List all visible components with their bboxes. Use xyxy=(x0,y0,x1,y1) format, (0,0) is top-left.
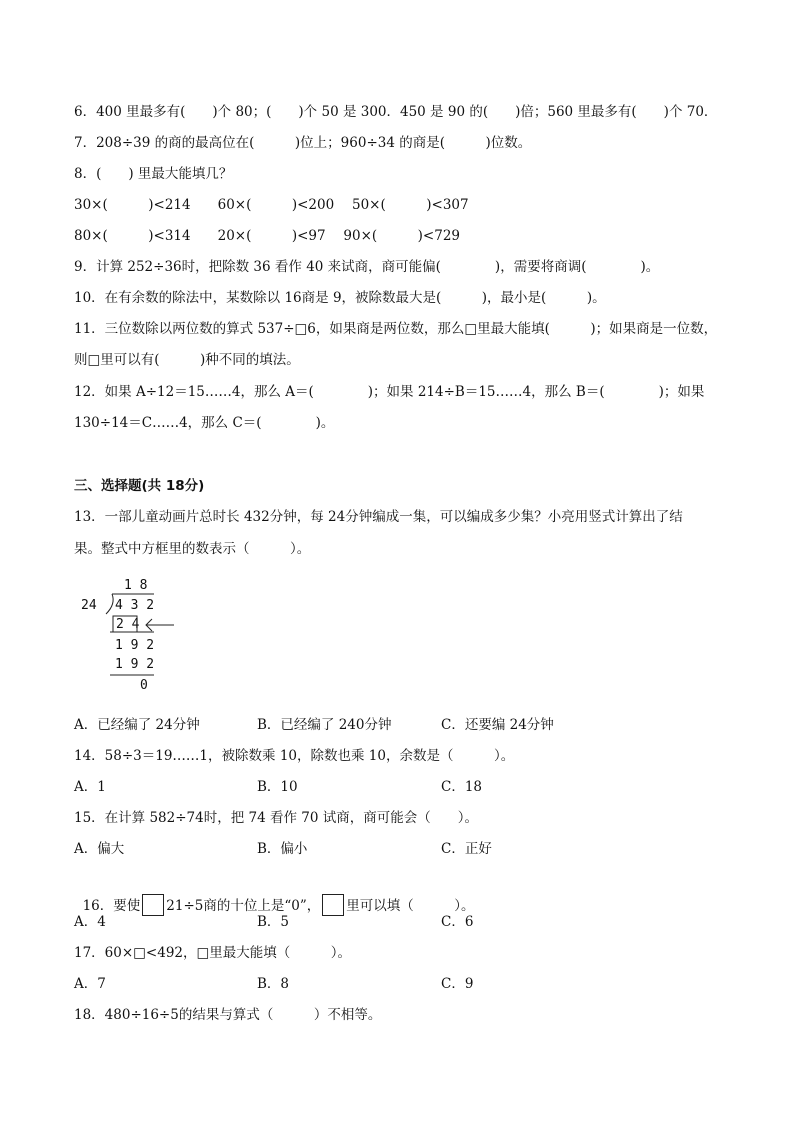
question-8: 8．( ) 里最大能填几？ xyxy=(74,166,233,182)
question-16-part-b: 21÷5商的十位上是“0”， xyxy=(166,898,321,914)
division-remainder: 0 xyxy=(140,678,148,693)
division-bracket xyxy=(74,574,194,694)
question-14: 14．58÷3＝19……1，被除数乘 10，除数也乘 10，余数是（ ）。 xyxy=(74,748,515,764)
division-step-2: 1 9 2 xyxy=(115,638,155,653)
question-8-row-2: 80×( )<314 20×( )<97 90×( )<729 xyxy=(74,228,461,244)
division-boxed-product: 2 4 xyxy=(116,617,140,632)
question-9: 9．计算 252÷36时，把除数 36 看作 40 来试商，商可能偏( )，需要将商调( )。 xyxy=(74,259,660,275)
section-title: 三、选择题(共 18分) xyxy=(74,478,205,494)
q13-option-c[interactable]: C．还要编 24分钟 xyxy=(441,717,554,733)
question-6: 6．400 里最多有( )个 80；( )个 50 是 300．450 是 90 的( )倍；560 里最多有( )个 70． xyxy=(74,104,718,120)
question-8-row-1: 30×( )<214 60×( )<200 50×( )<307 xyxy=(74,197,469,213)
q16-option-b[interactable]: B．5 xyxy=(257,914,290,930)
q15-option-b[interactable]: B．偏小 xyxy=(257,841,308,857)
division-quotient: 1 8 xyxy=(124,578,148,593)
question-11-line-1: 11．三位数除以两位数的算式 537÷□6，如果商是两位数，那么□里最大能填( )；如果商是一位数， xyxy=(74,321,718,337)
question-16-part-a: 16．要使 xyxy=(82,898,141,914)
q16-option-a[interactable]: A．4 xyxy=(74,914,106,930)
question-13-line-1: 13．一部儿童动画片总时长 432分钟，每 24分钟编成一集，可以编成多少集？小亮用竖式计算出了结 xyxy=(74,509,683,525)
q14-option-c[interactable]: C．18 xyxy=(441,779,483,795)
q17-option-a[interactable]: A．7 xyxy=(74,976,106,992)
division-step-3: 1 9 2 xyxy=(115,657,155,672)
q14-option-a[interactable]: A．1 xyxy=(74,779,106,795)
question-13-line-2: 果。整式中方框里的数表示（ ）。 xyxy=(74,541,311,557)
q15-option-c[interactable]: C．正好 xyxy=(441,841,492,857)
question-7: 7．208÷39 的商的最高位在( )位上；960÷34 的商是( )位数。 xyxy=(74,135,532,151)
question-17: 17．60×□<492，□里最大能填（ ）。 xyxy=(74,945,352,961)
question-12-line-1: 12．如果 A÷12＝15……4，那么 A＝( )；如果 214÷B＝15……4，那么 B＝( )；如果 xyxy=(74,384,705,400)
q16-option-c[interactable]: C．6 xyxy=(441,914,474,930)
q17-option-b[interactable]: B．8 xyxy=(257,976,290,992)
question-15: 15．在计算 582÷74时，把 74 看作 70 试商，商可能会（ ）。 xyxy=(74,810,478,826)
question-16-part-c: 里可以填（ ）。 xyxy=(346,898,475,914)
question-10: 10．在有余数的除法中，某数除以 16商是 9，被除数最大是( )，最小是( )。 xyxy=(74,290,606,306)
q15-option-a[interactable]: A．偏大 xyxy=(74,841,125,857)
q14-option-b[interactable]: B．10 xyxy=(257,779,298,795)
long-division-diagram xyxy=(74,574,194,694)
division-divisor: 24 xyxy=(81,598,97,613)
q13-option-b[interactable]: B．已经编了 240分钟 xyxy=(257,717,392,733)
question-12-line-2: 130÷14＝C……4，那么 C＝( )。 xyxy=(74,415,335,431)
division-dividend: 4 3 2 xyxy=(115,598,155,613)
question-11-line-2: 则□里可以有( )种不同的填法。 xyxy=(74,352,300,368)
blank-box-1 xyxy=(142,894,164,916)
question-16 xyxy=(74,876,475,916)
question-18: 18．480÷16÷5的结果与算式（ ）不相等。 xyxy=(74,1007,382,1023)
q17-option-c[interactable]: C．9 xyxy=(441,976,474,992)
blank-box-2 xyxy=(322,894,344,916)
q13-option-a[interactable]: A．已经编了 24分钟 xyxy=(74,717,200,733)
